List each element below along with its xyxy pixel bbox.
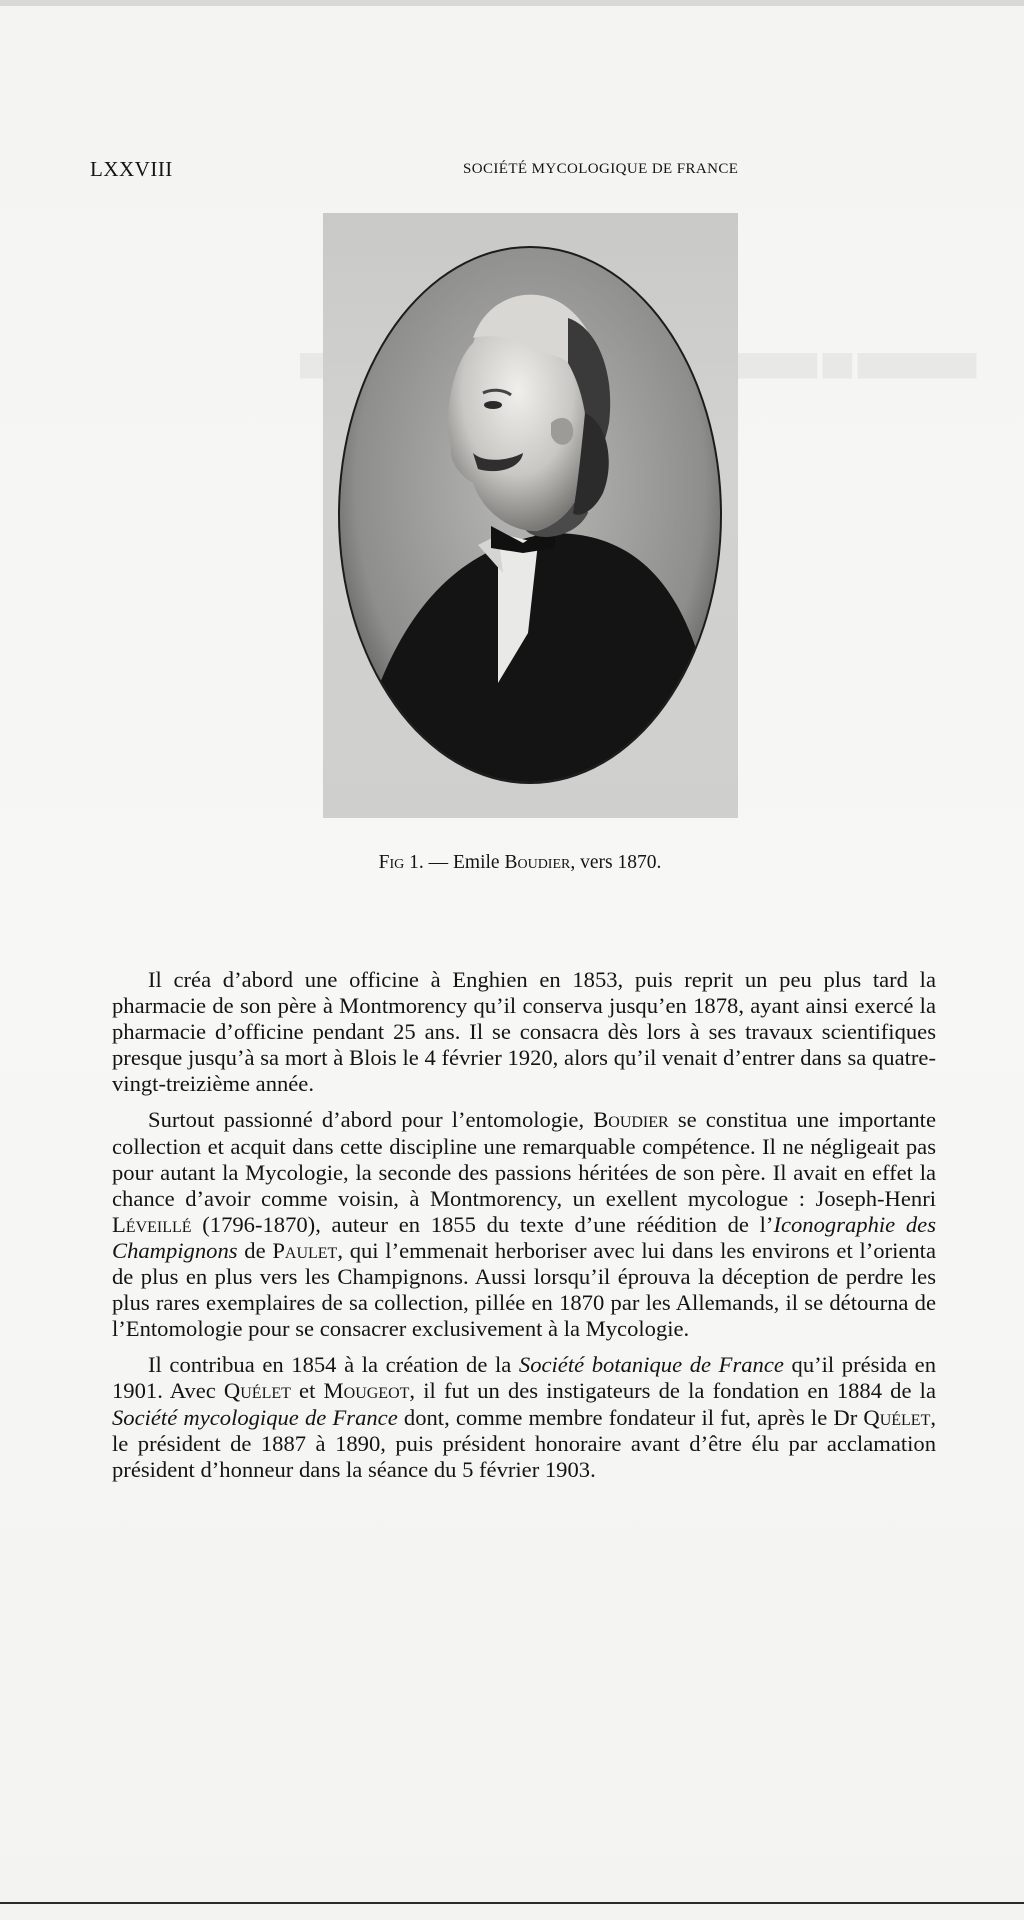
- p2-text-e: , qui l’emmenait herboriser avec lui dans les environs et l’orienta de plus en plus vers les Champignons. Aussi lorsqu’il éprouva la déception de perdre les plus rares exemplaires de sa collection, pillée en 1870 par les Allemands, il se détourna de l’Entomologie pour se consacrer exclusivement à la Mycologie.: [112, 1237, 936, 1342]
- book-title: Iconographie des Champignons: [112, 1211, 936, 1263]
- paragraph-3: [112, 1352, 936, 1482]
- p3-text-d: , il fut un des instigateurs de la fondation en 1884 de la: [409, 1378, 936, 1404]
- show-through: ███████ ██ ████████: [713, 353, 977, 377]
- page-number: LXXVIII: [90, 157, 173, 181]
- scan-bottom-edge: [0, 1902, 1024, 1904]
- p3-text-a: Il contribua en 1854 à la création de la: [148, 1352, 519, 1378]
- caption-label: Fig: [378, 852, 405, 873]
- name-quelet-2: Quélet: [863, 1404, 931, 1430]
- name-mougeot: Mougeot: [323, 1378, 410, 1404]
- p2-text-a: Surtout passionné d’abord pour l’entomologie,: [148, 1107, 594, 1133]
- caption-number: 1. —: [409, 852, 449, 873]
- page-header: [90, 157, 950, 187]
- paragraph-1: Il créa d’abord une officine à Enghien en 1853, puis reprit un peu plus tard la pharmacie de son père à Montmorency qu’il conserva jusqu’en 1878, ayant ainsi exercé la pharmacie d’officine pendant 25 ans. Il se consacra dès lors à ses travaux scientifiques presque jusqu’à sa mort à Blois le 4 février 1920, alors qu’il venait d’entrer dans sa quatre-vingt-treizième année.: [112, 967, 936, 1097]
- caption-date: , vers 1870.: [570, 852, 662, 873]
- name-quelet: Quélet: [223, 1378, 291, 1404]
- running-title: SOCIÉTÉ MYCOLOGIQUE DE FRANCE: [463, 161, 739, 177]
- portrait-image: [323, 213, 738, 818]
- portrait-photograph: [323, 213, 738, 818]
- name-leveille: Léveillé: [112, 1211, 192, 1237]
- p3-text-f: , le président de 1887 à 1890, puis président honoraire avant d’être élu par acclamation président d’honneur dans la séance du 5 février 1903.: [112, 1404, 937, 1482]
- p2-text-d: de: [237, 1237, 273, 1263]
- p3-text-c: et: [290, 1378, 324, 1404]
- society-mycologique: Société mycologique de France: [112, 1404, 398, 1430]
- p2-text-b: se constitua une importante collection et acquit dans cette discipline une remarquable compétence. Il ne négligeait pas pour autant la Mycologie, la seconde des passions héritées de son père. Il avait en effet la chance d’avoir comme voisin, à Montmorency, un exellent mycologue : Joseph-Henri: [112, 1107, 936, 1211]
- figure-caption: [90, 852, 950, 874]
- society-botanique: Société botanique de France: [518, 1352, 784, 1378]
- body-text: [112, 967, 936, 1493]
- paragraph-2: [112, 1107, 936, 1342]
- p3-text-e: dont, comme membre fondateur il fut, après le Dr: [397, 1404, 864, 1430]
- caption-first-name: Emile: [453, 852, 500, 873]
- scan-edge: [0, 0, 1024, 6]
- p3-text-b: qu’il présida en 1901. Avec: [112, 1352, 936, 1404]
- name-paulet: Paulet: [272, 1237, 338, 1263]
- caption-surname: Boudier: [504, 852, 571, 873]
- name-boudier: Boudier: [593, 1107, 669, 1133]
- p2-text-c: (1796-1870), auteur en 1855 du texte d’une réédition de l’: [191, 1211, 774, 1237]
